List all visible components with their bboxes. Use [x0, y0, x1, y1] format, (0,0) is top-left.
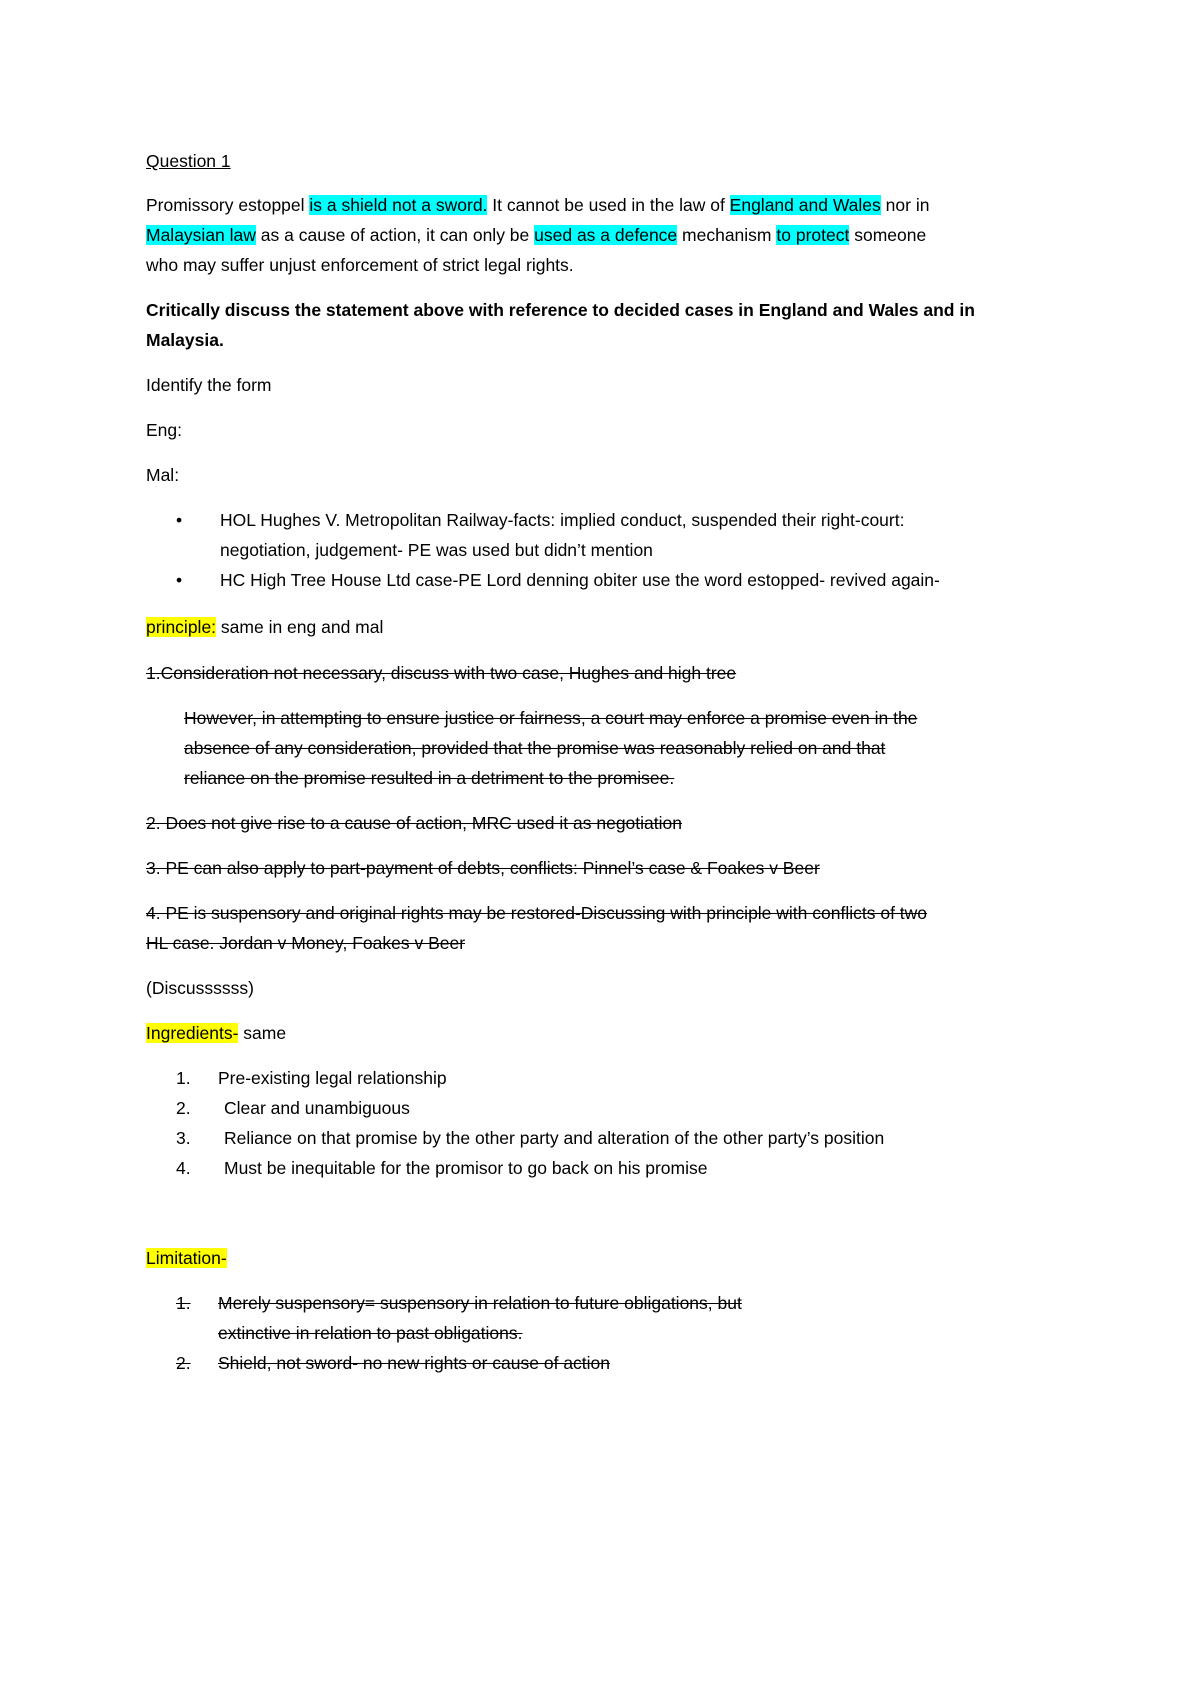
- struck-point-1-sub-1: However, in attempting to ensure justice or fairness, a court may enforce a promise even in the: [184, 708, 918, 728]
- statement-text: someone: [849, 225, 927, 245]
- limitation-item-1-line-2: extinctive in relation to past obligations.: [218, 1323, 523, 1343]
- statement-text: as a cause of action, it can only be: [255, 225, 535, 245]
- struck-point-1-sub-3: reliance on the promise resulted in a detriment to the promisee.: [184, 768, 675, 788]
- struck-point-4-line-2: HL case. Jordan v Money, Foakes v Beer: [146, 933, 466, 953]
- limitation-label: Limitation-: [146, 1248, 227, 1268]
- list-item-number: 4.: [176, 1158, 191, 1178]
- limitation-item-2: Shield, not sword- no new rights or cause of action: [218, 1353, 611, 1373]
- principle-text: same in eng and mal: [216, 617, 384, 637]
- mal-label: Mal:: [146, 465, 180, 485]
- list-item-number: 1.: [176, 1068, 191, 1088]
- limitation-line: [146, 1243, 227, 1273]
- limitation-item-1-line-1: Merely suspensory= suspensory in relation to future obligations, but: [218, 1293, 742, 1313]
- ingredient-item: Clear and unambiguous: [224, 1098, 410, 1118]
- bullet-hughes-line-1: HOL Hughes V. Metropolitan Railway-facts: implied conduct, suspended their right-court:: [220, 510, 905, 530]
- bullet-high-tree: HC High Tree House Ltd case-PE Lord denning obiter use the word estopped- revived again-: [220, 570, 940, 590]
- question-heading: Question 1: [146, 151, 231, 171]
- task-line-2: Malaysia.: [146, 330, 224, 350]
- principle-label: principle:: [146, 617, 217, 637]
- statement-text: It cannot be used in the law of: [487, 195, 730, 215]
- list-item-number: 2.: [176, 1353, 191, 1373]
- statement-line-1: [146, 190, 929, 220]
- discuss-note: (Discussssss): [146, 978, 254, 998]
- list-item-number: 2.: [176, 1098, 191, 1118]
- ingredient-item: Reliance on that promise by the other party and alteration of the other party’s position: [224, 1128, 885, 1148]
- list-item-number: 3.: [176, 1128, 191, 1148]
- identify-form: Identify the form: [146, 375, 272, 395]
- ingredient-item: Pre-existing legal relationship: [218, 1068, 447, 1088]
- statement-line-3: who may suffer unjust enforcement of strict legal rights.: [146, 255, 574, 275]
- ingredients-label: Ingredients-: [146, 1023, 239, 1043]
- list-item-number: 1.: [176, 1293, 191, 1313]
- task-line-1: Critically discuss the statement above with reference to decided cases in England and Wales and in: [146, 300, 975, 320]
- statement-text: Promissory estoppel: [146, 195, 310, 215]
- struck-point-2: 2. Does not give rise to a cause of action, MRC used it as negotiation: [146, 813, 682, 833]
- highlight-malaysian-law: Malaysian law: [146, 225, 256, 245]
- struck-point-3: 3. PE can also apply to part-payment of debts, conflicts: Pinnel’s case & Foakes v Beer: [146, 858, 820, 878]
- principle-line: [146, 612, 383, 642]
- highlight-england-wales: England and Wales: [729, 195, 881, 215]
- statement-line-2: [146, 220, 926, 250]
- statement-text: nor in: [880, 195, 930, 215]
- ingredients-text: same: [238, 1023, 287, 1043]
- ingredient-item: Must be inequitable for the promisor to go back on his promise: [224, 1158, 708, 1178]
- bullet-icon: •: [176, 570, 183, 590]
- bullet-icon: •: [176, 510, 183, 530]
- statement-text: mechanism: [677, 225, 777, 245]
- struck-point-1-sub-2: absence of any consideration, provided that the promise was reasonably relied on and that: [184, 738, 886, 758]
- struck-point-4-line-1: 4. PE is suspensory and original rights may be restored-Discussing with principle with conflicts of two: [146, 903, 928, 923]
- eng-label: Eng:: [146, 420, 182, 440]
- highlight-defence: used as a defence: [534, 225, 678, 245]
- struck-point-1: 1.Consideration not necessary, discuss with two case, Hughes and high tree: [146, 663, 737, 683]
- highlight-shield: is a shield not a sword.: [309, 195, 488, 215]
- bullet-hughes-line-2: negotiation, judgement- PE was used but didn’t mention: [220, 540, 653, 560]
- highlight-protect: to protect: [776, 225, 850, 245]
- ingredients-line: [146, 1018, 286, 1048]
